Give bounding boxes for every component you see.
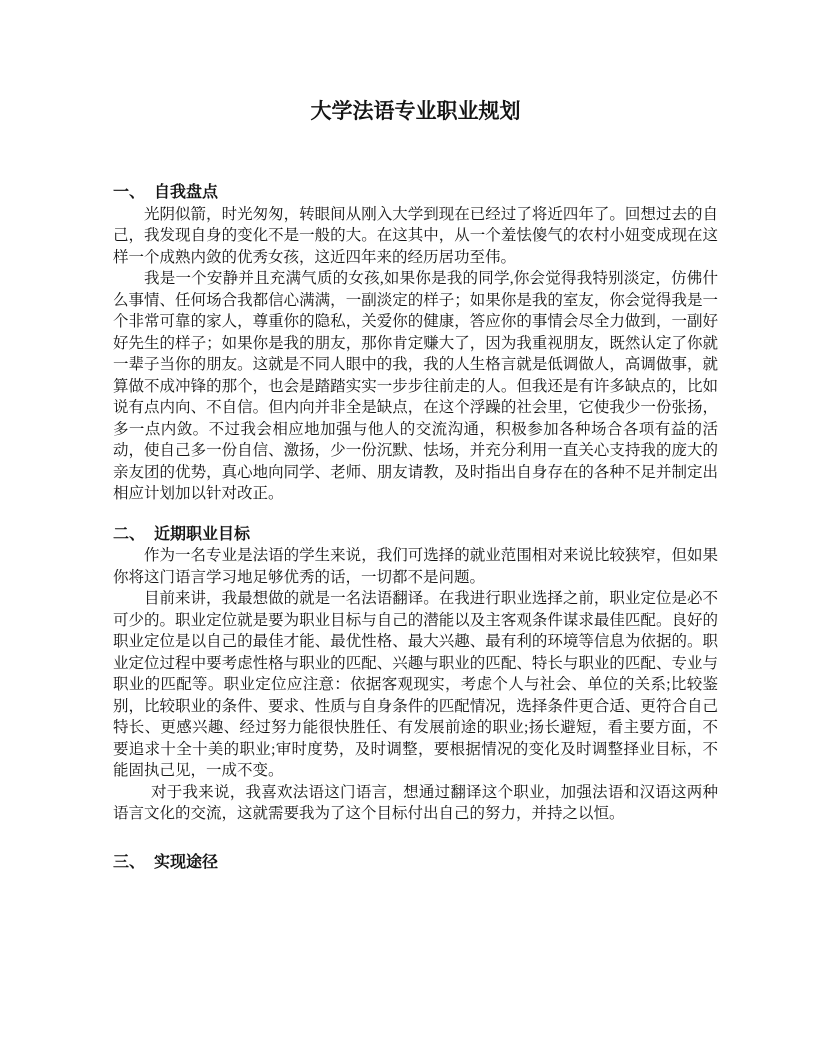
section-title: 自我盘点 bbox=[154, 184, 219, 201]
section-number: 二、 bbox=[113, 525, 146, 543]
section-title: 近期职业目标 bbox=[154, 525, 251, 543]
section-career-goals bbox=[113, 524, 718, 825]
paragraph-self-review: 光阴似箭，时光匆匆，转眼间从刚入大学到现在已经过了将近四年了。回想过去的自己，我发现自身的变化不是一般的大。在这其中，从一个羞怯傻气的农村小妞变成现在这样一个成熟内敛的优秀女孩，这近四年来的经历居功至伟。 bbox=[113, 205, 718, 266]
paragraph-personality: 我是一个安静并且充满气质的女孩,如果你是我的同学,你会觉得我特别淡定，仿佛什么事情、任何场合我都信心满满，一副淡定的样子；如果你是我的室友，你会觉得我是一个非常可靠的家人，尊重你的隐私，关爱你的健康，答应你的事情会尽全力做到，一副好好先生的样子；如果你是我的朋友，那你肯定赚大了，因为我重视朋友，既然认定了你就一辈子当你的朋友。这就是不同人眼中的我，我的人生格言就是低调做人，高调做事，就算做不成冲锋的那个，也会是踏踏实实一步步往前走的人。但我还是有许多缺点的，比如说有点内向、不自信。但内向并非全是缺点，在这个浮躁的社会里，它使我少一份张扬，多一点内敛。不过我会相应地加强与他人的交流沟通，积极参加各种场合各项有益的活动，使自己多一份自信、激扬，少一份沉默、怯场，并充分利用一直关心支持我的庞大的亲友团的优势，真心地向同学、老师、朋友请教，及时指出自身存在的各种不足并制定出相应计划加以针对改正。 bbox=[113, 270, 718, 502]
section-number: 三、 bbox=[113, 853, 146, 871]
section-number: 一、 bbox=[113, 184, 146, 201]
section-implementation-path bbox=[113, 852, 718, 874]
section-title: 实现途径 bbox=[154, 853, 219, 871]
section-heading-implementation-path bbox=[113, 852, 718, 874]
document-title: 大学法语专业职业规划 bbox=[310, 99, 521, 123]
section-self-assessment bbox=[113, 182, 718, 505]
paragraph-major-scope: 作为一名专业是法语的学生来说，我们可选择的就业范围相对来说比较狭窄，但如果你将这门语言学习地足够优秀的话，一切都不是问题。 bbox=[113, 547, 718, 586]
paragraph-career-positioning: 目前来讲，我最想做的就是一名法语翻译。在我进行职业选择之前，职业定位是必不可少的。职业定位就是要为职业目标与自己的潜能以及主客观条件谋求最佳匹配。良好的职业定位是以自己的最佳才能、最优性格、最大兴趣、最有利的环境等信息为依据的。职业定位过程中要考虑性格与职业的匹配、兴趣与职业的匹配、特长与职业的匹配、专业与职业的匹配等。职业定位应注意：依据客观现实，考虑个人与社会、单位的关系;比较鉴别，比较职业的条件、要求、性质与自身条件的匹配情况，选择条件更合适、更符合自己特长、更感兴趣、经过努力能很快胜任、有发展前途的职业;扬长避短，看主要方面，不要追求十全十美的职业;审时度势，及时调整，要根据情况的变化及时调整择业目标，不能固执己见，一成不变。 bbox=[113, 590, 718, 779]
section-heading-career-goals bbox=[113, 524, 718, 546]
paragraph-translation-goal: 对于我来说，我喜欢法语这门语言，想通过翻译这个职业，加强法语和汉语这两种语言文化的交流，这就需要我为了这个目标付出自己的努力，并持之以恒。 bbox=[113, 783, 718, 822]
section-heading-self-assessment bbox=[113, 182, 718, 204]
